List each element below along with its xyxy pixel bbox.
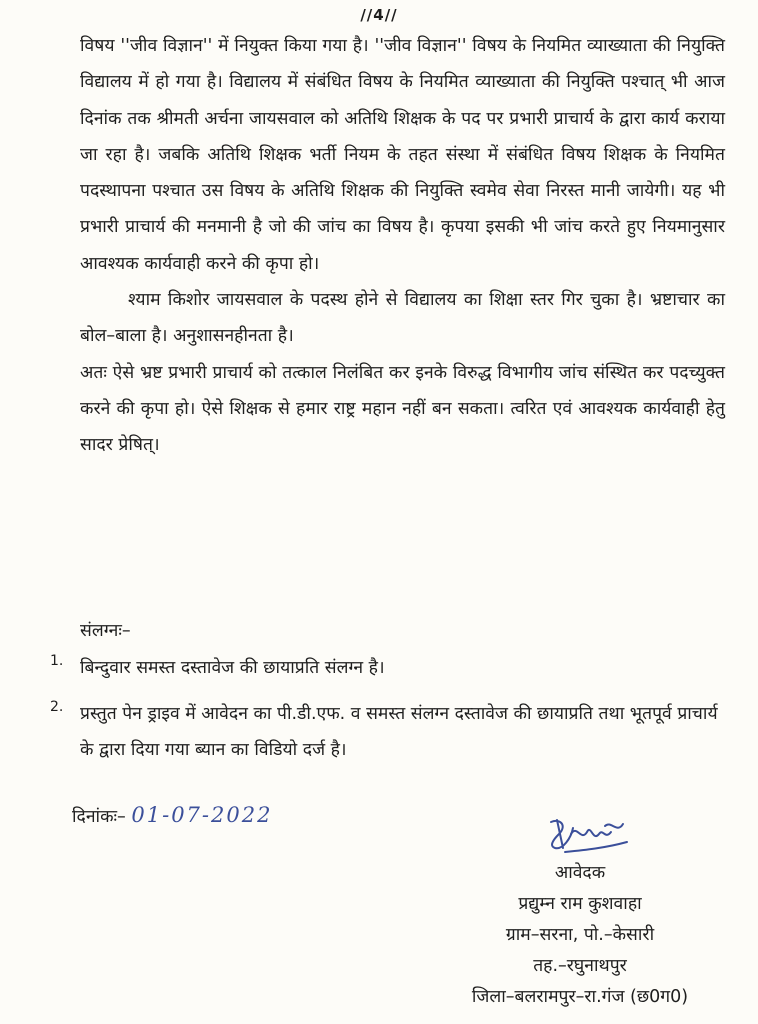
list-item-text: बिन्दुवार समस्त दस्तावेज की छायाप्रति संलग्न है। [80,658,385,678]
list-item [50,650,728,686]
list-item-text: प्रस्तुत पेन ड्राइव में आवेदन का पी.डी.एफ. व समस्त संलग्न दस्तावेज की छायाप्रति तथा भूतपूर्व प्राचार्य के द्वारा दिया गया ब्यान का विडियो दर्ज है। [80,704,718,760]
handwritten-signature-icon [545,812,635,860]
attachments-heading: संलग्नः– [80,621,131,641]
paragraph-guest-teacher: विषय ''जीव विज्ञान'' में नियुक्त किया गया है। ''जीव विज्ञान'' विषय के नियमित व्याख्याता की नियुक्ति विद्यालय में हो गया है। विद्यालय में संबंधित विषय के नियमित व्याख्याता की नियुक्ति पश्चात् भी आज दिनांक तक श्रीमती अर्चना जायसवाल को अतिथि शिक्षक के पद पर प्रभारी प्राचार्य के द्वारा कार्य कराया जा रहा है। जबकि अतिथि शिक्षक भर्ती नियम के तहत संस्था में संबंधित विषय शिक्षक के नियमित पदस्थापना पश्चात उस विषय के अतिथि शिक्षक की नियुक्ति स्वमेव सेवा निरस्त मानी जायेगी। यह भी प्रभारी प्राचार्य की मनमानी है जो की जांच का विषय है। कृपया इसकी भी जांच करते हुए नियमानुसार आवश्यक कार्यवाही करने की कृपा हो। [80,36,725,274]
sender-district: जिला–बलरामपुर–रा.गंज (छ0ग0) [471,987,689,1007]
paragraph-education-level: श्याम किशोर जायसवाल के पदस्थ होने से विद्यालय का शिक्षा स्तर गिर चुका है। भ्रष्टाचार का बोल–बाला है। अनुशासनहीनता है। [80,290,725,347]
sender-village: ग्राम–सरना, पो.–केसारी [505,925,655,945]
page-number: //4// [360,6,398,24]
sender-role: आवेदक [554,863,606,883]
list-item [50,696,728,768]
date-label: दिनांकः– [72,807,126,827]
date-value: 01-07-2022 [131,803,273,827]
sender-tehsil: तह.–रघुनाथपुर [533,956,627,976]
paragraph-request: अतः ऐसे भ्रष्ट प्रभारी प्राचार्य को तत्काल निलंबित कर इनके विरुद्ध विभागीय जांच संस्थित कर पदच्युक्त करने की कृपा हो। ऐसे शिक्षक से हमार राष्ट्र महान नहीं बन सकता। त्वरित एवं आवश्यक कार्यवाही हेतु सादर प्रेषित्। [80,362,725,456]
list-item-number: 1. [50,653,64,669]
date-row [72,800,272,832]
sender-block [420,858,740,1013]
letter-body [80,28,725,464]
list-item-number: 2. [50,699,64,715]
sender-name: प्रद्युम्न राम कुशवाहा [518,894,642,914]
attachments-list [50,650,728,778]
